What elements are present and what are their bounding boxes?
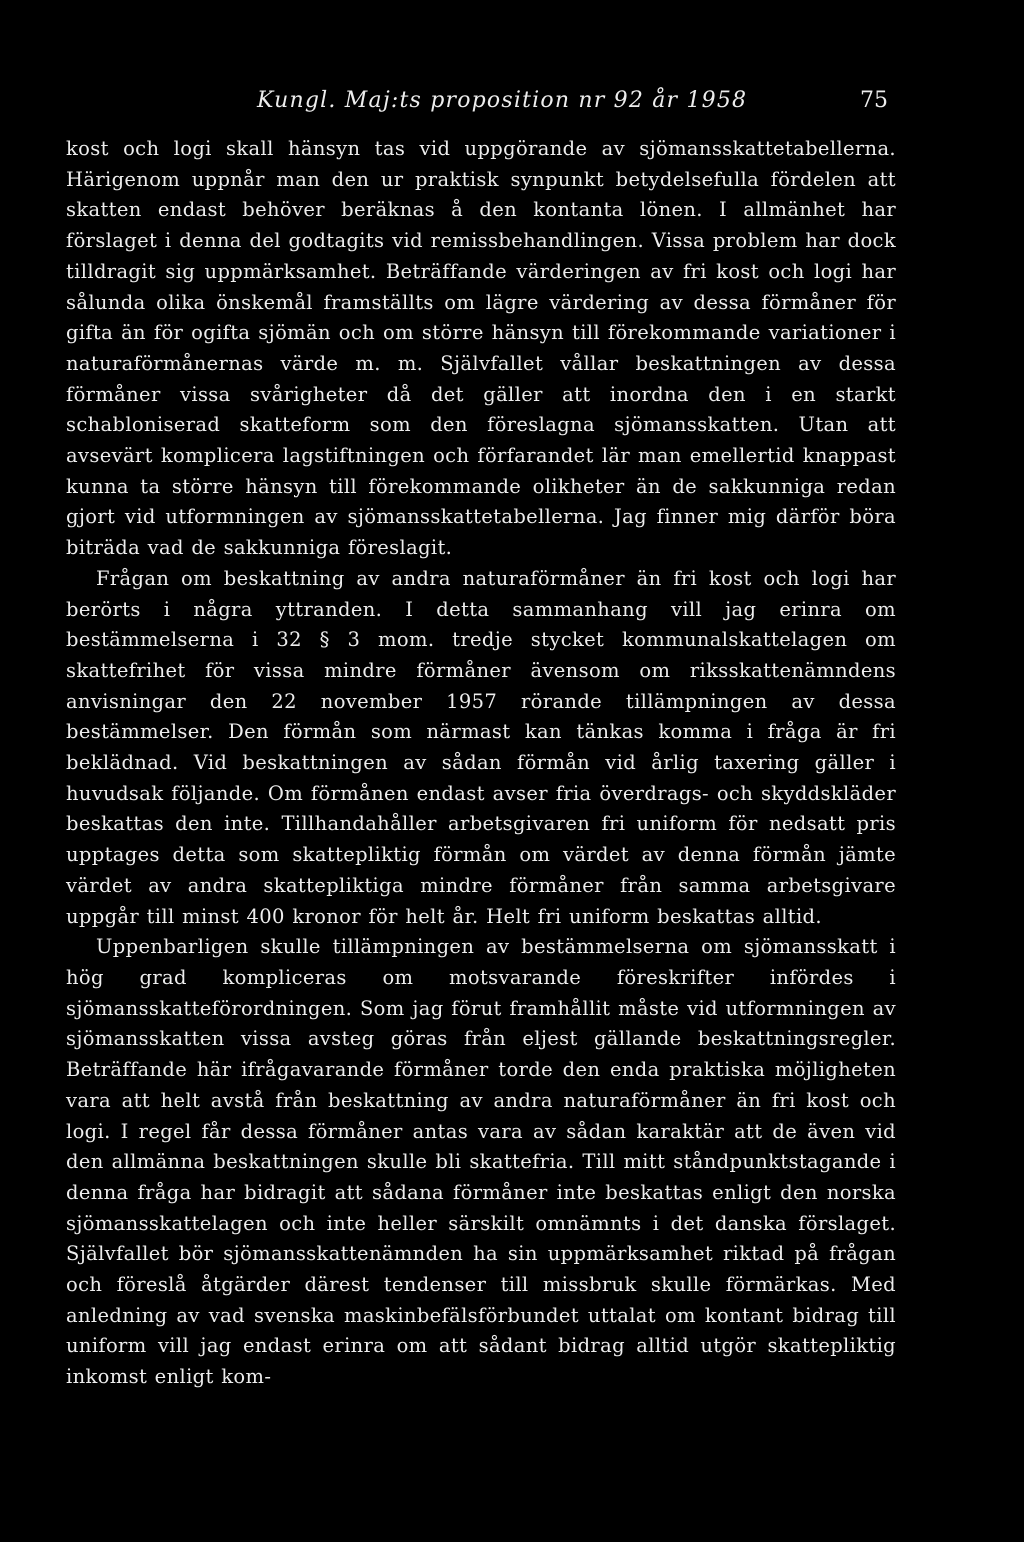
running-header bbox=[0, 88, 1024, 118]
header-title: Kungl. Maj:ts proposition nr 92 år 1958 bbox=[257, 88, 748, 113]
body-text bbox=[66, 134, 896, 1393]
paragraph-1: kost och logi skall hänsyn tas vid uppgörande av sjömansskattetabellerna. Härigenom uppnår man den ur praktisk synpunkt betydelsefulla fördelen att skatten endast behöver beräknas å den kontanta lönen. I allmänhet har förslaget i denna del godtagits vid remissbehandlingen. Vissa problem har dock tilldragit sig uppmärksamhet. Beträffande värderingen av fri kost och logi har sålunda olika önskemål framställts om lägre värdering av dessa förmåner för gifta än för ogifta sjömän och om större hänsyn till förekommande variationer i naturaförmånernas värde m. m. Självfallet vållar beskattningen av dessa förmåner vissa svårigheter då det gäller att inordna den i en starkt schabloniserad skatteform som den föreslagna sjömansskatten. Utan att avsevärt komplicera lagstiftningen och förfarandet lär man emellertid knappast kunna ta större hänsyn till förekommande olikheter än de sakkunniga redan gjort vid utformningen av sjömansskattetabellerna. Jag finner mig därför böra biträda vad de sakkunniga föreslagit. bbox=[66, 137, 896, 560]
paragraph-3: Uppenbarligen skulle tillämpningen av bestämmelserna om sjömansskatt i hög grad kompliceras om motsvarande föreskrifter infördes i sjömansskatteförordningen. Som jag förut framhållit måste vid utformningen av sjömansskatten vissa avsteg göras från eljest gällande beskattningsregler. Beträffande här ifrågavarande förmåner torde den enda praktiska möjligheten vara att helt avstå från beskattning av andra naturaförmåner än fri kost och logi. I regel får dessa förmåner antas vara av sådan karaktär att de även vid den allmänna beskattningen skulle bli skattefria. Till mitt ståndpunktstagande i denna fråga har bidragit att sådana förmåner inte beskattas enligt den norska sjömansskattelagen och inte heller särskilt omnämnts i det danska förslaget. Självfallet bör sjömansskattenämnden ha sin uppmärksamhet riktad på frågan och föreslå åtgärder därest tendenser till missbruk skulle förmärkas. Med anledning av vad svenska maskinbefälsförbundet uttalat om kontant bidrag till uniform vill jag endast erinra om att sådant bidrag alltid utgör skattepliktig inkomst enligt kom- bbox=[66, 935, 896, 1389]
page-number: 75 bbox=[860, 88, 888, 113]
paragraph-2: Frågan om beskattning av andra naturaförmåner än fri kost och logi har berörts i några yttranden. I detta sammanhang vill jag erinra om bestämmelserna i 32 § 3 mom. tredje stycket kommunalskattelagen om skattefrihet för vissa mindre förmåner ävensom om riksskattenämndens anvisningar den 22 november 1957 rörande tillämpningen av dessa bestämmelser. Den förmån som närmast kan tänkas komma i fråga är fri beklädnad. Vid beskattningen av sådan förmån vid årlig taxering gäller i huvudsak följande. Om förmånen endast avser fria överdrags- och skyddskläder beskattas den inte. Tillhandahåller arbetsgivaren fri uniform för nedsatt pris upptages detta som skattepliktig förmån om värdet av denna förmån jämte värdet av andra skattepliktiga mindre förmåner från samma arbetsgivare uppgår till minst 400 kronor för helt år. Helt fri uniform beskattas alltid. bbox=[66, 566, 896, 928]
